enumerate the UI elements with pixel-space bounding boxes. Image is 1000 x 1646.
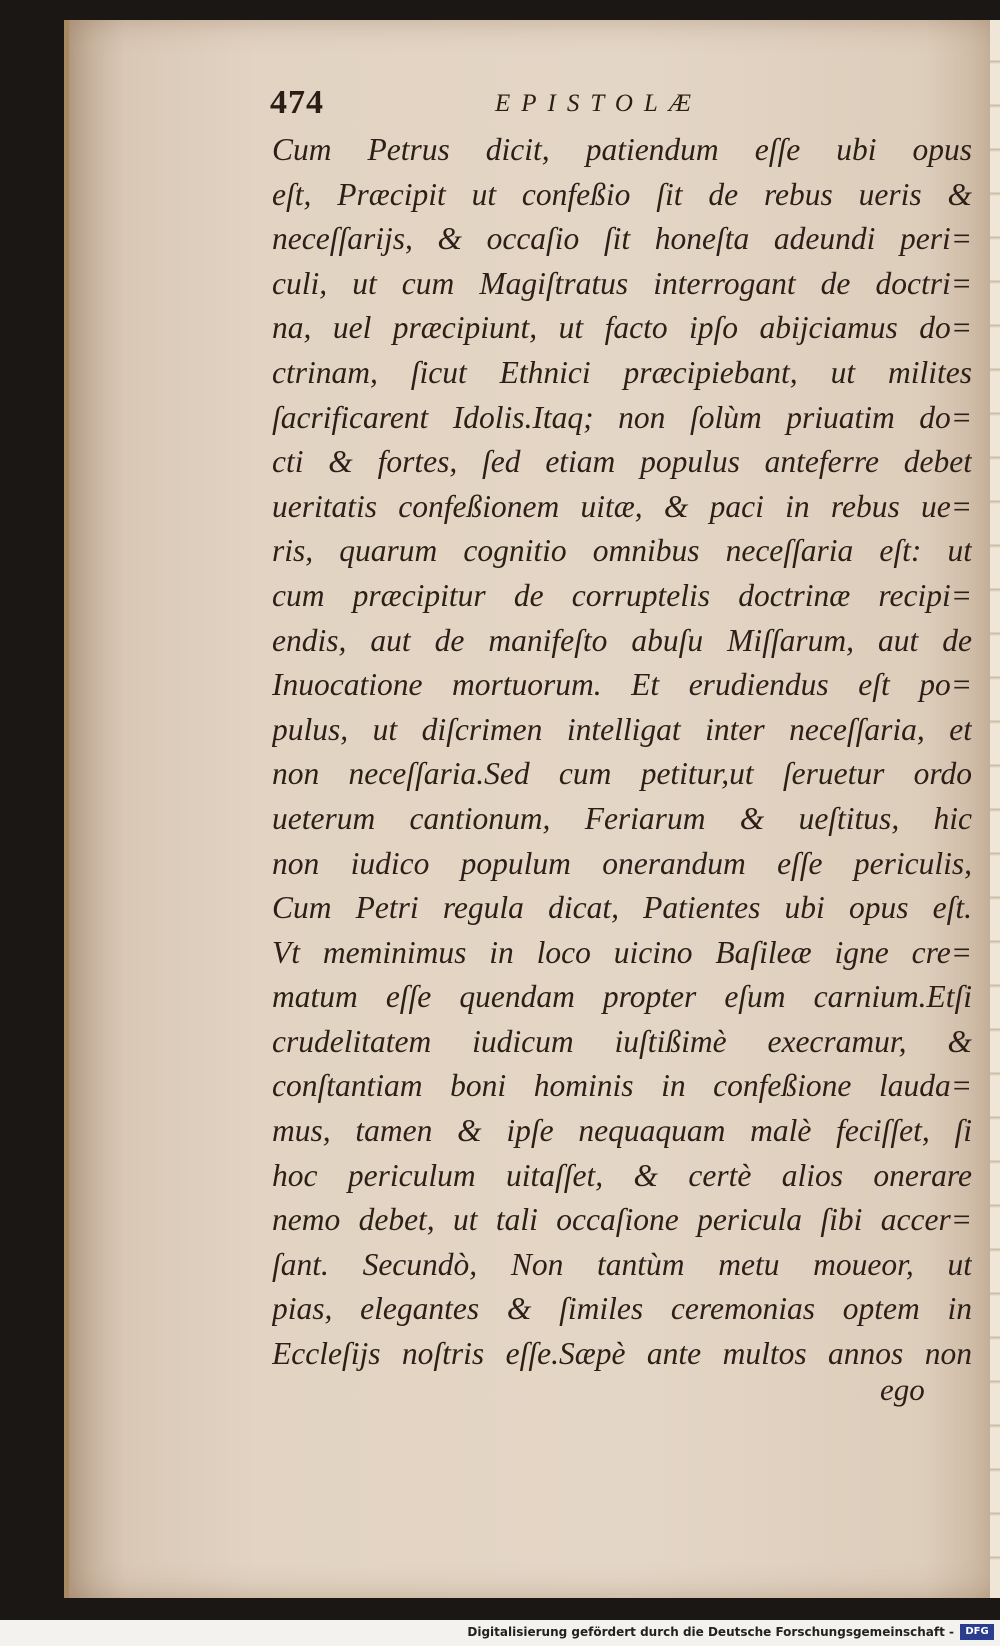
text-line: ueterum cantionum, Feriarum & ueſtitus, hic	[272, 800, 972, 836]
dfg-logo: DFG	[960, 1624, 994, 1640]
text-line: ſacrificarent Idolis.Itaq; non ſolùm priuatim do=	[272, 399, 972, 435]
text-line: eſt, Præcipit ut confeßio ſit de rebus ueris &	[272, 176, 972, 212]
footer-bar	[0, 1620, 1000, 1646]
page-edge-stack	[990, 20, 1000, 1598]
text-line: Cum Petri regula dicat, Patientes ubi opus eſt.	[272, 890, 972, 926]
text-line: Inuocatione mortuorum. Et erudiendus eſt po=	[272, 667, 972, 703]
text-line: cum præcipitur de corruptelis doctrinæ recipi=	[272, 577, 972, 613]
text-line: crudelitatem iudicum iuſtißimè execramur, &	[272, 1023, 972, 1059]
text-line: neceſſarijs, & occaſio ſit honeſta adeundi peri=	[272, 221, 972, 257]
text-line: matum eſſe quendam propter eſum carnium.Etſi	[272, 979, 972, 1015]
text-line: cti & fortes, ſed etiam populus anteferre debet	[272, 444, 972, 480]
text-line: hoc periculum uitaſſet, & certè alios onerare	[272, 1157, 972, 1193]
text-line: na, uel præcipiunt, ut facto ipſo abijciamus do=	[272, 310, 972, 346]
text-line: nemo debet, ut tali occaſione pericula ſibi accer=	[272, 1202, 972, 1238]
text-line: mus, tamen & ipſe nequaquam malè feciſſet, ſi	[272, 1113, 972, 1149]
text-line: Vt meminimus in loco uicino Baſileæ igne cre=	[272, 934, 972, 970]
running-head: EPISTOLÆ	[495, 90, 703, 117]
text-line: pulus, ut diſcrimen intelligat inter neceſſaria, et	[272, 711, 972, 747]
text-line: ſant. Secundò, Non tantùm metu moueor, ut	[272, 1246, 972, 1282]
page-header	[270, 84, 970, 124]
text-line: pias, elegantes & ſimiles ceremonias optem in	[272, 1291, 972, 1327]
catchword: ego	[880, 1372, 925, 1407]
text-line: ctrinam, ſicut Ethnici præcipiebant, ut milites	[272, 354, 972, 390]
text-line: Eccleſijs noſtris eſſe.Sæpè ante multos annos non	[272, 1336, 972, 1372]
text-line: ueritatis confeßionem uitæ, & paci in rebus ue=	[272, 488, 972, 524]
body-text	[272, 128, 972, 1377]
text-line: non iudico populum onerandum eſſe periculis,	[272, 845, 972, 881]
text-line: non neceſſaria.Sed cum petitur,ut ſeruetur ordo	[272, 756, 972, 792]
text-line: endis, aut de manifeſto abuſu Miſſarum, aut de	[272, 622, 972, 658]
funding-credit: Digitalisierung gefördert durch die Deutsche Forschungsgemeinschaft -	[467, 1625, 954, 1639]
text-line: ris, quarum cognitio omnibus neceſſaria eſt: ut	[272, 533, 972, 569]
text-line: conſtantiam boni hominis in confeßione lauda=	[272, 1068, 972, 1104]
page-number: 474	[270, 84, 324, 121]
text-line: culi, ut cum Magiſtratus interrogant de doctri=	[272, 265, 972, 301]
text-line: Cum Petrus dicit, patiendum eſſe ubi opus	[272, 132, 972, 167]
